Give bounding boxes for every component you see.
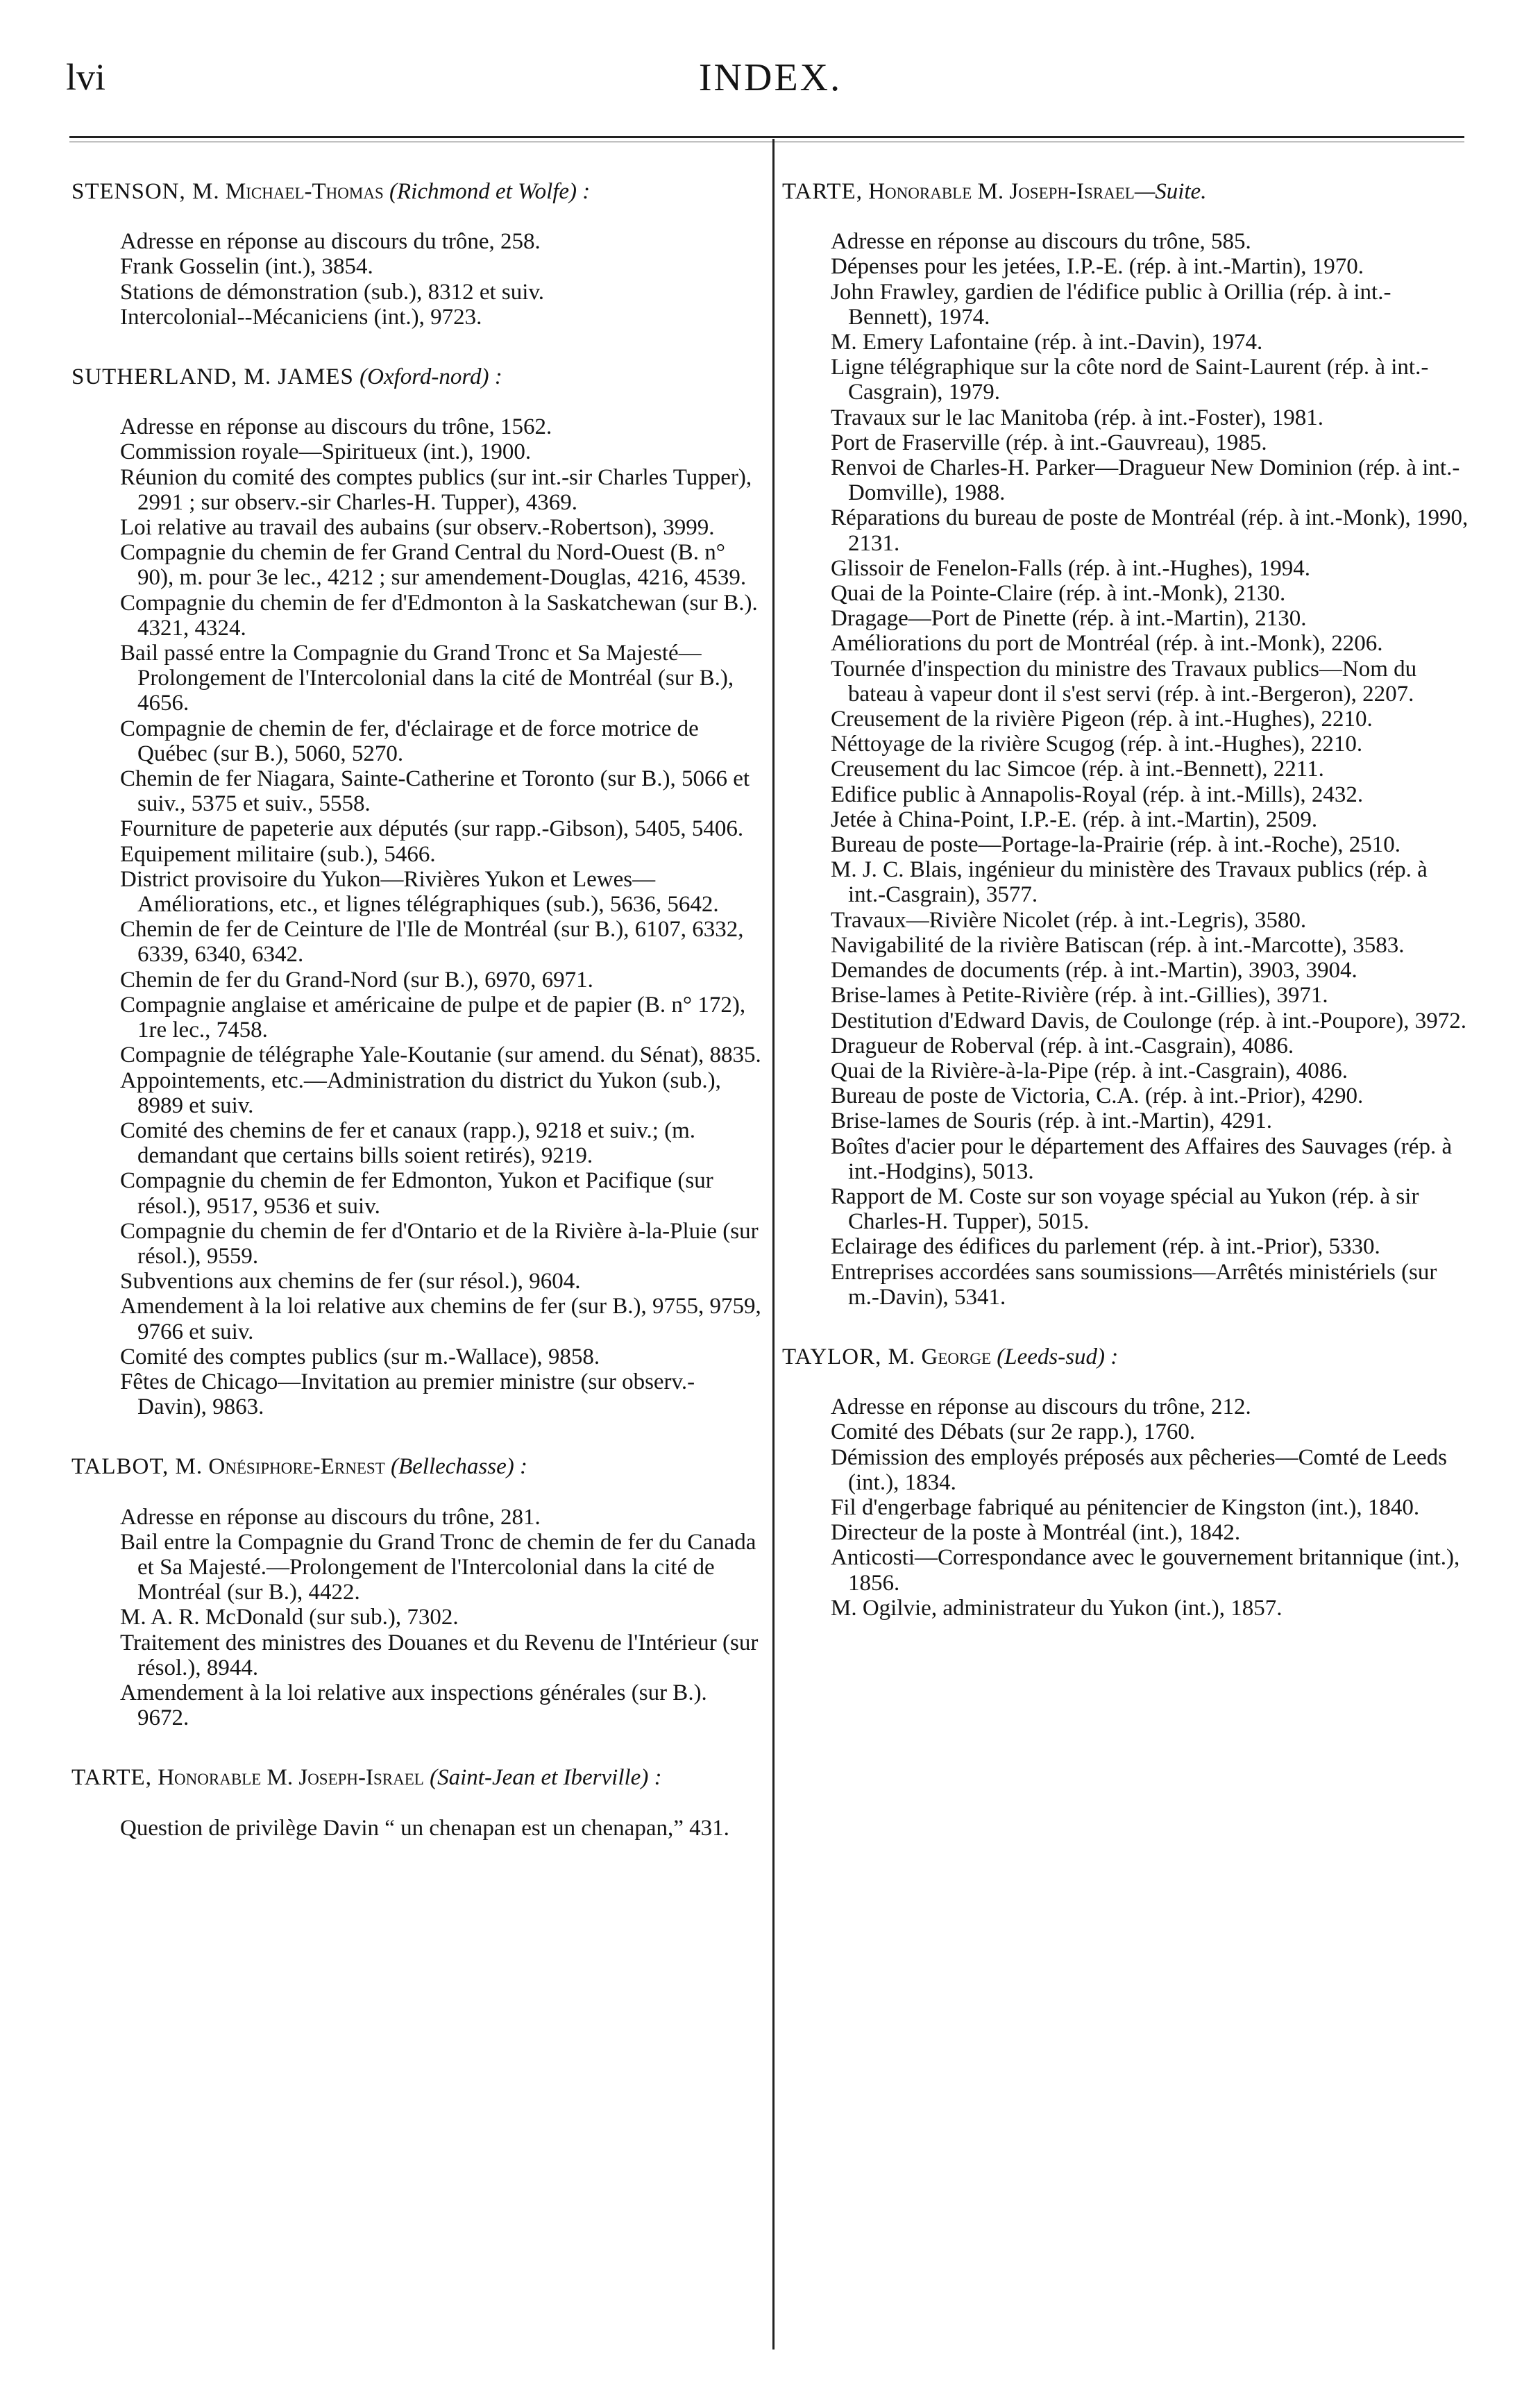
- heading-surname: TARTE,: [782, 179, 863, 204]
- index-entry: Anticosti—Correspondance avec le gouvernement britannique (int.), 1856.: [831, 1545, 1460, 1596]
- entry-list-talbot: [71, 1505, 762, 1731]
- index-entry: Question de privilège Davin “ un chenapan est un chenapan,” 431.: [120, 1815, 729, 1841]
- index-entry: Quai de la Rivière-à-la-Pipe (rép. à int.-Casgrain), 4086.: [831, 1058, 1348, 1083]
- index-heading-tarte-suite: [782, 179, 1469, 204]
- heading-riding: (Bellechasse) :: [391, 1454, 527, 1480]
- index-entry: Destitution d'Edward Davis, de Coulonge (rép. à int.-Poupore), 3972.: [831, 1008, 1467, 1034]
- index-entry: Adresse en réponse au discours du trône, 1562.: [120, 414, 552, 440]
- index-entry: Rapport de M. Coste sur son voyage spécial au Yukon (rép. à sir Charles-H. Tupper), 5015.: [831, 1183, 1419, 1235]
- index-entry: Intercolonial--Mécaniciens (int.), 9723.: [120, 304, 482, 330]
- index-entry: Quai de la Pointe-Claire (rép. à int.-Monk), 2130.: [831, 581, 1286, 607]
- index-entry: Travaux sur le lac Manitoba (rép. à int.-Foster), 1981.: [831, 405, 1323, 430]
- heading-surname: SUTHERLAND, M. JAMES: [71, 364, 354, 390]
- heading-given-names: Honorable M. Joseph-Israel: [158, 1765, 424, 1791]
- index-entry: Compagnie du chemin de fer Edmonton, Yukon et Pacifique (sur résol.), 9517, 9536 et suiv.: [120, 1168, 713, 1219]
- entry-list-taylor: [782, 1394, 1469, 1621]
- index-heading-sutherland: [71, 364, 762, 389]
- index-entry: Compagnie de chemin de fer, d'éclairage et de force motrice de Québec (sur B.), 5060, 5270.: [120, 716, 699, 766]
- index-entry: M. Emery Lafontaine (rép. à int.-Davin), 1974.: [831, 330, 1263, 355]
- index-entry: Edifice public à Annapolis-Royal (rép. à int.-Mills), 2432.: [831, 782, 1364, 807]
- index-entry: John Frawley, gardien de l'édifice public à Orillia (rép. à int.-Bennett), 1974.: [831, 279, 1391, 330]
- index-entry: Démission des employés préposés aux pêcheries—Comté de Leeds (int.), 1834.: [831, 1444, 1448, 1495]
- page-number: lvi: [66, 56, 106, 98]
- heading-riding: (Saint-Jean et Iberville) :: [430, 1765, 662, 1791]
- index-entry: Réparations du bureau de poste de Montréal (rép. à int.-Monk), 1990, 2131.: [831, 505, 1469, 556]
- index-entry: Renvoi de Charles-H. Parker—Dragueur New Dominion (rép. à int.-Domville), 1988.: [831, 455, 1460, 506]
- index-entry: Amendement à la loi relative aux chemins de fer (sur B.), 9755, 9759, 9766 et suiv.: [120, 1294, 761, 1344]
- index-heading-stenson: [71, 179, 762, 204]
- index-entry: Fêtes de Chicago—Invitation au premier ministre (sur observ.-Davin), 9863.: [120, 1369, 695, 1420]
- index-entry: Frank Gosselin (int.), 3854.: [120, 254, 373, 280]
- heading-surname: TALBOT, M.: [71, 1454, 203, 1480]
- index-entry: Adresse en réponse au discours du trône, 281.: [120, 1504, 541, 1530]
- heading-surname: TAYLOR, M.: [782, 1344, 916, 1369]
- index-heading-tarte: [71, 1765, 762, 1790]
- left-column: [71, 179, 762, 1841]
- index-entry: Equipement militaire (sub.), 5466.: [120, 841, 436, 867]
- index-entry: Fil d'engerbage fabriqué au pénitencier de Kingston (int.), 1840.: [831, 1494, 1420, 1520]
- index-entry: M. J. C. Blais, ingénieur du ministère des Travaux publics (rép. à int.-Casgrain), 3577.: [831, 857, 1428, 908]
- index-entry: Bureau de poste de Victoria, C.A. (rép. à int.-Prior), 4290.: [831, 1083, 1364, 1109]
- index-entry: Comité des Débats (sur 2e rapp.), 1760.: [831, 1419, 1196, 1445]
- index-entry: Chemin de fer Niagara, Sainte-Catherine et Toronto (sur B.), 5066 et suiv., 5375 et suiv., 5558.: [120, 766, 750, 817]
- index-entry: Stations de démonstration (sub.), 8312 et suiv.: [120, 279, 545, 305]
- index-entry: Creusement du lac Simcoe (rép. à int.-Bennett), 2211.: [831, 757, 1324, 782]
- index-entry: Adresse en réponse au discours du trône, 212.: [831, 1394, 1251, 1420]
- index-entry: Navigabilité de la rivière Batiscan (rép. à int.-Marcotte), 3583.: [831, 932, 1405, 958]
- index-entry: Tournée d'inspection du ministre des Travaux publics—Nom du bateau à vapeur dont il s'est servi (rép. à int.-Bergeron), 2207.: [831, 656, 1417, 707]
- index-entry: Bureau de poste—Portage-la-Prairie (rép. à int.-Roche), 2510.: [831, 832, 1401, 858]
- index-entry: Travaux—Rivière Nicolet (rép. à int.-Legris), 3580.: [831, 907, 1307, 933]
- index-entry: Appointements, etc.—Administration du district du Yukon (sub.), 8989 et suiv.: [120, 1068, 721, 1118]
- entry-list-tarte: [71, 1816, 762, 1841]
- index-entry: Subventions aux chemins de fer (sur résol.), 9604.: [120, 1269, 581, 1294]
- index-entry: Chemin de fer du Grand-Nord (sur B.), 6970, 6971.: [120, 967, 593, 993]
- index-entry: Chemin de fer de Ceinture de l'Ile de Montréal (sur B.), 6107, 6332, 6339, 6340, 6342.: [120, 917, 744, 968]
- entry-list-stenson: [71, 229, 762, 330]
- index-heading-taylor: [782, 1344, 1469, 1369]
- index-entry: Boîtes d'acier pour le département des Affaires des Sauvages (rép. à int.-Hodgins), 5013.: [831, 1133, 1453, 1184]
- index-entry: Demandes de documents (rép. à int.-Martin), 3903, 3904.: [831, 958, 1357, 984]
- index-entry: Traitement des ministres des Douanes et du Revenu de l'Intérieur (sur résol.), 8944.: [120, 1630, 759, 1680]
- index-entry: Adresse en réponse au discours du trône, 585.: [831, 229, 1251, 255]
- index-entry: Ligne télégraphique sur la côte nord de Saint-Laurent (rép. à int.-Casgrain), 1979.: [831, 355, 1429, 405]
- index-entry: Brise-lames à Petite-Rivière (rép. à int.-Gillies), 3971.: [831, 983, 1328, 1009]
- index-entry: Jetée à China-Point, I.P.-E. (rép. à int.-Martin), 2509.: [831, 807, 1318, 832]
- header-rule: [69, 136, 1464, 138]
- index-entry: Eclairage des édifices du parlement (rép. à int.-Prior), 5330.: [831, 1234, 1380, 1260]
- heading-surname: TARTE,: [71, 1765, 152, 1791]
- index-entry: Dragage—Port de Pinette (rép. à int.-Martin), 2130.: [831, 606, 1307, 632]
- index-entry: Fourniture de papeterie aux députés (sur rapp.-Gibson), 5405, 5406.: [120, 816, 744, 842]
- index-entry: Brise-lames de Souris (rép. à int.-Martin), 4291.: [831, 1108, 1273, 1134]
- index-entry: District provisoire du Yukon—Rivières Yukon et Lewes—Améliorations, etc., et lignes télégraphiques (sub.), 5636, 5642.: [120, 866, 719, 918]
- index-entry: Adresse en réponse au discours du trône, 258.: [120, 229, 541, 255]
- index-entry: M. Ogilvie, administrateur du Yukon (int.), 1857.: [831, 1595, 1283, 1621]
- index-entry: Néttoyage de la rivière Scugog (rép. à int.-Hughes), 2210.: [831, 732, 1363, 757]
- index-entry: Port de Fraserville (rép. à int.-Gauvreau), 1985.: [831, 430, 1267, 455]
- index-entry: Compagnie anglaise et américaine de pulpe et de papier (B. n° 172), 1re lec., 7458.: [120, 992, 746, 1043]
- index-entry: Compagnie de télégraphe Yale-Koutanie (sur amend. du Sénat), 8835.: [120, 1043, 761, 1068]
- index-entry: Creusement de la rivière Pigeon (rép. à int.-Hughes), 2210.: [831, 707, 1373, 732]
- heading-riding: (Leeds-sud) :: [997, 1344, 1119, 1369]
- index-entry: Compagnie du chemin de fer Grand Central du Nord-Ouest (B. n° 90), m. pour 3e lec., 4212 ; sur amendement-Douglas, 4216, 4539.: [120, 540, 747, 591]
- index-entry: Commission royale—Spiritueux (int.), 1900.: [120, 439, 532, 465]
- index-entry: Bail entre la Compagnie du Grand Tronc de chemin de fer du Canada et Sa Majesté.—Prolongement de l'Intercolonial dans la cité de Montréal (sur B.), 4422.: [120, 1529, 756, 1605]
- index-entry: Dépenses pour les jetées, I.P.-E. (rép. à int.-Martin), 1970.: [831, 254, 1364, 280]
- index-entry: Comité des comptes publics (sur m.-Wallace), 9858.: [120, 1344, 600, 1369]
- index-heading-talbot: [71, 1454, 762, 1479]
- index-entry: Bail passé entre la Compagnie du Grand Tronc et Sa Majesté—Prolongement de l'Intercolonial dans la cité de Montréal (sur B.), 4656.: [120, 641, 734, 716]
- index-entry: M. A. R. McDonald (sur sub.), 7302.: [120, 1605, 459, 1630]
- entry-list-sutherland: [71, 414, 762, 1419]
- heading-given-names: Michael-Thomas: [225, 179, 384, 204]
- column-divider: [772, 139, 775, 2349]
- page-header: [66, 49, 1475, 104]
- index-entry: Amendement à la loi relative aux inspections générales (sur B.). 9672.: [120, 1680, 707, 1731]
- index-entry: Loi relative au travail des aubains (sur observ.-Robertson), 3999.: [120, 515, 715, 541]
- entry-list-tarte-suite: [782, 229, 1469, 1310]
- index-entry: Entreprises accordées sans soumissions—Arrêtés ministériels (sur m.-Davin), 5341.: [831, 1259, 1437, 1310]
- heading-surname: STENSON, M.: [71, 179, 220, 204]
- heading-given-names: Onésiphore-Ernest: [208, 1454, 385, 1480]
- index-entry: Compagnie du chemin de fer d'Ontario et de la Rivière à-la-Pluie (sur résol.), 9559.: [120, 1218, 759, 1269]
- heading-given-names: Honorable M. Joseph-Israel: [868, 179, 1135, 204]
- index-entry: Glissoir de Fenelon-Falls (rép. à int.-Hughes), 1994.: [831, 555, 1311, 581]
- heading-suffix: —Suite.: [1134, 179, 1207, 204]
- heading-riding: (Oxford-nord) :: [359, 364, 502, 390]
- heading-riding: (Richmond et Wolfe) :: [389, 179, 591, 204]
- index-entry: Améliorations du port de Montréal (rép. à int.-Monk), 2206.: [831, 631, 1383, 657]
- page-title: INDEX.: [698, 56, 843, 99]
- index-entry: Compagnie du chemin de fer d'Edmonton à la Saskatchewan (sur B.). 4321, 4324.: [120, 590, 758, 641]
- index-entry: Comité des chemins de fer et canaux (rapp.), 9218 et suiv.; (m. demandant que certains bills soient retirés), 9219.: [120, 1117, 696, 1169]
- right-column: [782, 179, 1469, 1621]
- heading-given-names: George: [921, 1344, 991, 1369]
- index-entry: Dragueur de Roberval (rép. à int.-Casgrain), 4086.: [831, 1033, 1294, 1058]
- index-entry: Directeur de la poste à Montréal (int.), 1842.: [831, 1520, 1241, 1546]
- index-entry: Réunion du comité des comptes publics (sur int.-sir Charles Tupper), 2991 ; sur observ.-sir Charles-H. Tupper), 4369.: [120, 464, 752, 515]
